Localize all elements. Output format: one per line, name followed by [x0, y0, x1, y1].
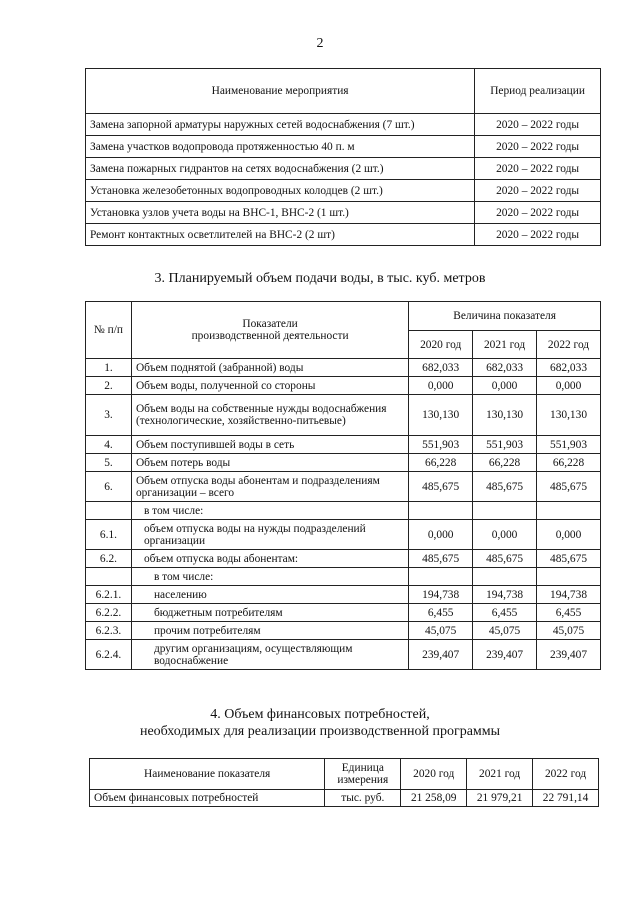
- header-indicator-name: Наименование показателя: [90, 759, 325, 790]
- row-value: 551,903: [537, 436, 601, 454]
- table-header-row: [90, 759, 599, 790]
- row-label: Объем потерь воды: [131, 454, 408, 472]
- row-value: [537, 568, 601, 586]
- row-num: 6.: [86, 472, 132, 502]
- activity-name: Установка железобетонных водопроводных колодцев (2 шт.): [86, 180, 475, 202]
- financial-needs-table: [89, 758, 599, 807]
- row-value: 239,407: [409, 640, 473, 670]
- table-row: [86, 502, 601, 520]
- row-label: Объем поднятой (забранной) воды: [131, 359, 408, 377]
- row-value: 66,228: [473, 454, 537, 472]
- table-row: [86, 586, 601, 604]
- table-row: [86, 520, 601, 550]
- row-value: 485,675: [537, 472, 601, 502]
- row-label: объем отпуска воды абонентам:: [131, 550, 408, 568]
- row-value: 66,228: [409, 454, 473, 472]
- table-row: [86, 454, 601, 472]
- row-value: [409, 502, 473, 520]
- table-row: [86, 377, 601, 395]
- row-value: 485,675: [409, 550, 473, 568]
- table-row: [86, 472, 601, 502]
- activities-table: [85, 68, 601, 246]
- row-value: 485,675: [473, 472, 537, 502]
- year-value: 22 791,14: [533, 790, 599, 807]
- header-activity-name: Наименование мероприятия: [86, 69, 475, 114]
- row-value: 0,000: [409, 520, 473, 550]
- table-row: [86, 158, 601, 180]
- row-value: [473, 568, 537, 586]
- row-num: 2.: [86, 377, 132, 395]
- row-label: Объем поступившей воды в сеть: [131, 436, 408, 454]
- row-label: Объем отпуска воды абонентам и подразделениям организации – всего: [131, 472, 408, 502]
- row-label: Объем воды на собственные нужды водоснабжения (технологические, хозяйственно-питьевые): [131, 395, 408, 436]
- header-year: 2020 год: [401, 759, 467, 790]
- activity-period: 2020 – 2022 годы: [475, 114, 601, 136]
- row-num: 3.: [86, 395, 132, 436]
- row-value: 194,738: [409, 586, 473, 604]
- row-num: 6.2.3.: [86, 622, 132, 640]
- activity-name: Замена участков водопровода протяженностью 40 п. м: [86, 136, 475, 158]
- table-row: [86, 359, 601, 377]
- table-row: [86, 550, 601, 568]
- table-row: [86, 180, 601, 202]
- header-indicator-line2: производственной деятельности: [191, 330, 349, 342]
- row-value: 6,455: [473, 604, 537, 622]
- table-header-row: [86, 302, 601, 331]
- row-value: 0,000: [473, 520, 537, 550]
- header-year: 2022 год: [533, 759, 599, 790]
- table-row: [86, 568, 601, 586]
- table-row: [86, 604, 601, 622]
- row-value: 194,738: [537, 586, 601, 604]
- table-row: [86, 622, 601, 640]
- row-value: 6,455: [537, 604, 601, 622]
- row-num: 5.: [86, 454, 132, 472]
- row-value: [473, 502, 537, 520]
- table-row: [86, 436, 601, 454]
- table-row: [90, 790, 599, 807]
- activity-name: Ремонт контактных осветлителей на ВНС-2 (2 шт): [86, 224, 475, 246]
- header-year: 2022 год: [537, 331, 601, 359]
- row-value: 45,075: [473, 622, 537, 640]
- activity-name: Установка узлов учета воды на ВНС-1, ВНС-2 (1 шт.): [86, 202, 475, 224]
- header-year: 2021 год: [473, 331, 537, 359]
- row-num: 4.: [86, 436, 132, 454]
- water-supply-table: [85, 301, 601, 670]
- row-value: 682,033: [473, 359, 537, 377]
- table-row: [86, 395, 601, 436]
- row-value: 66,228: [537, 454, 601, 472]
- row-value: 551,903: [473, 436, 537, 454]
- row-label: населению: [131, 586, 408, 604]
- row-value: 0,000: [537, 377, 601, 395]
- row-value: 239,407: [473, 640, 537, 670]
- section-4-title: [0, 706, 640, 740]
- activity-name: Замена пожарных гидрантов на сетях водоснабжения (2 шт.): [86, 158, 475, 180]
- row-num: 6.2.: [86, 550, 132, 568]
- activity-period: 2020 – 2022 годы: [475, 224, 601, 246]
- row-label: другим организациям, осуществляющим водоснабжение: [131, 640, 408, 670]
- row-num: 6.2.1.: [86, 586, 132, 604]
- unit: тыс. руб.: [325, 790, 401, 807]
- activity-period: 2020 – 2022 годы: [475, 180, 601, 202]
- activity-name: Замена запорной арматуры наружных сетей водоснабжения (7 шт.): [86, 114, 475, 136]
- row-label: в том числе:: [131, 502, 408, 520]
- row-value: 194,738: [473, 586, 537, 604]
- row-label: Объем воды, полученной со стороны: [131, 377, 408, 395]
- header-unit: Единица измерения: [325, 759, 401, 790]
- row-label: прочим потребителям: [131, 622, 408, 640]
- indicator-name: Объем финансовых потребностей: [90, 790, 325, 807]
- row-value: 551,903: [409, 436, 473, 454]
- row-label: в том числе:: [131, 568, 408, 586]
- row-num: 6.1.: [86, 520, 132, 550]
- row-value: 682,033: [409, 359, 473, 377]
- row-label: объем отпуска воды на нужды подразделений организации: [131, 520, 408, 550]
- header-year: 2021 год: [467, 759, 533, 790]
- row-value: 130,130: [537, 395, 601, 436]
- row-value: 130,130: [473, 395, 537, 436]
- year-value: 21 979,21: [467, 790, 533, 807]
- row-value: 485,675: [537, 550, 601, 568]
- row-value: 485,675: [409, 472, 473, 502]
- row-value: 0,000: [409, 377, 473, 395]
- activity-period: 2020 – 2022 годы: [475, 136, 601, 158]
- activity-period: 2020 – 2022 годы: [475, 202, 601, 224]
- activity-period: 2020 – 2022 годы: [475, 158, 601, 180]
- header-year: 2020 год: [409, 331, 473, 359]
- row-value: 0,000: [537, 520, 601, 550]
- row-value: 485,675: [473, 550, 537, 568]
- row-value: 6,455: [409, 604, 473, 622]
- row-label: бюджетным потребителям: [131, 604, 408, 622]
- header-num: № п/п: [86, 302, 132, 359]
- row-value: 45,075: [537, 622, 601, 640]
- row-value: 682,033: [537, 359, 601, 377]
- section-3-title: 3. Планируемый объем подачи воды, в тыс. куб. метров: [154, 271, 486, 286]
- header-value: Величина показателя: [409, 302, 601, 331]
- section-4-title-line1: 4. Объем финансовых потребностей,: [210, 707, 430, 722]
- row-value: 0,000: [473, 377, 537, 395]
- row-num: 6.2.4.: [86, 640, 132, 670]
- row-num: 6.2.2.: [86, 604, 132, 622]
- table-row: [86, 136, 601, 158]
- row-value: [409, 568, 473, 586]
- table-row: [86, 640, 601, 670]
- table-header-row: [86, 69, 601, 114]
- row-num: 1.: [86, 359, 132, 377]
- header-indicator-line1: Показатели: [242, 318, 298, 330]
- header-period: Период реализации: [475, 69, 601, 114]
- year-value: 21 258,09: [401, 790, 467, 807]
- page-number: 2: [316, 36, 324, 51]
- table-row: [86, 114, 601, 136]
- row-num: [86, 568, 132, 586]
- header-indicator: [131, 302, 408, 359]
- row-value: [537, 502, 601, 520]
- table-row: [86, 202, 601, 224]
- row-value: 130,130: [409, 395, 473, 436]
- table-row: [86, 224, 601, 246]
- row-num: [86, 502, 132, 520]
- row-value: 239,407: [537, 640, 601, 670]
- section-4-title-line2: необходимых для реализации производственной программы: [139, 724, 501, 739]
- row-value: 45,075: [409, 622, 473, 640]
